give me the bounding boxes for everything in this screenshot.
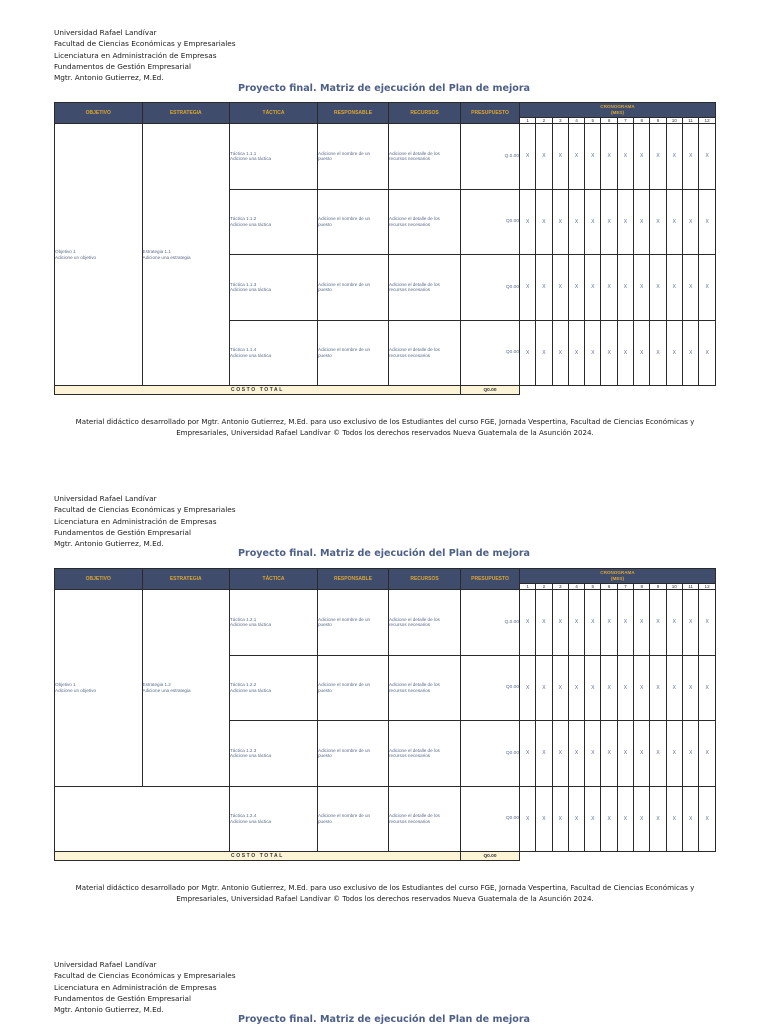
presupuesto-cell: Q.0.00 — [461, 124, 520, 190]
schedule-mark: X — [682, 124, 698, 190]
schedule-mark: X — [699, 655, 716, 721]
recursos-cell — [389, 320, 461, 386]
month-header: 6 — [601, 117, 617, 123]
schedule-mark: X — [520, 189, 536, 255]
month-header: 8 — [634, 117, 650, 123]
schedule-mark: X — [699, 124, 716, 190]
recursos-placeholder: Adicione el detalle de los — [389, 150, 440, 156]
recursos-cell — [389, 189, 461, 255]
tactica-title: Táctica 1.2.2 — [230, 682, 257, 688]
total-cost-label: COSTO TOTAL — [55, 852, 461, 861]
month-header: 9 — [650, 117, 666, 123]
schedule-mark: X — [601, 786, 617, 852]
month-header: 9 — [650, 583, 666, 589]
schedule-mark: X — [666, 786, 682, 852]
tactica-title: Táctica 1.1.3 — [230, 281, 257, 287]
schedule-mark: X — [585, 786, 601, 852]
faculty-name: Facultad de Ciencias Económicas y Empresariales — [54, 505, 236, 515]
faculty-name: Facultad de Ciencias Económicas y Empresariales — [54, 39, 236, 49]
empty-cell — [520, 852, 716, 861]
col-header-objetivo: OBJETIVO — [55, 103, 143, 124]
schedule-mark: X — [634, 655, 650, 721]
estrategia-cell — [142, 124, 230, 386]
recursos-cell — [389, 786, 461, 852]
month-header: 10 — [666, 583, 682, 589]
instructor-name: Mgtr. Antonio Gutierrez, M.Ed. — [54, 73, 164, 83]
recursos-placeholder: Adicione el detalle de los — [389, 813, 440, 819]
responsable-cell — [318, 721, 389, 787]
cronograma-label: CRONOGRAMA — [600, 104, 635, 110]
schedule-mark: X — [536, 320, 552, 386]
schedule-mark: X — [536, 721, 552, 787]
month-header: 5 — [585, 117, 601, 123]
faculty-name: Facultad de Ciencias Económicas y Empresariales — [54, 971, 236, 981]
estrategia-placeholder: Adicione una estrategia — [142, 254, 191, 260]
schedule-mark: X — [520, 124, 536, 190]
schedule-mark: X — [666, 189, 682, 255]
col-header-cronograma — [520, 103, 716, 118]
schedule-mark: X — [682, 255, 698, 321]
schedule-mark: X — [682, 320, 698, 386]
course-name: Fundamentos de Gestión Empresarial — [54, 527, 191, 537]
schedule-mark: X — [634, 786, 650, 852]
schedule-mark: X — [536, 590, 552, 656]
schedule-mark: X — [601, 124, 617, 190]
mes-label: (MES) — [610, 109, 624, 115]
tactica-title: Táctica 1.2.3 — [230, 747, 257, 753]
month-header: 3 — [552, 583, 568, 589]
objetivo-cell — [55, 590, 143, 787]
schedule-mark: X — [682, 189, 698, 255]
presupuesto-cell: Q0.00 — [461, 721, 520, 787]
month-header: 2 — [536, 117, 552, 123]
month-header: 6 — [601, 583, 617, 589]
schedule-mark: X — [601, 255, 617, 321]
responsable-placeholder: Adicione el nombre de un — [318, 747, 371, 753]
schedule-mark: X — [568, 590, 584, 656]
schedule-mark: X — [634, 189, 650, 255]
month-header: 12 — [699, 117, 716, 123]
schedule-mark: X — [650, 721, 666, 787]
empty-cell — [520, 386, 716, 395]
schedule-mark: X — [568, 255, 584, 321]
tactica-placeholder: Adicione una táctica — [230, 622, 272, 628]
month-header: 10 — [666, 117, 682, 123]
tactica-cell — [230, 255, 318, 321]
tactica-placeholder: Adicione una táctica — [230, 687, 272, 693]
responsable-cell — [318, 320, 389, 386]
schedule-mark: X — [650, 655, 666, 721]
schedule-mark: X — [666, 255, 682, 321]
institution-header — [54, 493, 236, 549]
schedule-mark: X — [536, 655, 552, 721]
responsable-placeholder-2: puesto — [318, 287, 332, 293]
tactica-title: Táctica 1.1.4 — [230, 347, 257, 353]
tactica-placeholder: Adicione una táctica — [230, 753, 272, 759]
recursos-placeholder: Adicione el detalle de los — [389, 347, 440, 353]
schedule-mark: X — [552, 255, 568, 321]
copyright-footer: Material didáctico desarrollado por Mgtr. Antonio Gutierrez, M.Ed. para uso exclusivo de los Estudiantes del curso FGE, Jornada Vespertina, Facultad de Ciencias Económicas y Empresariales, Universidad Rafael Landívar © Todos los derechos reservados Nueva Guatemala de la Asunción 2024. — [75, 883, 695, 903]
execution-matrix-table — [54, 568, 716, 861]
presupuesto-cell: Q0.00 — [461, 786, 520, 852]
responsable-placeholder-2: puesto — [318, 622, 332, 628]
university-name: Universidad Rafael Landívar — [54, 960, 157, 969]
course-name: Fundamentos de Gestión Empresarial — [54, 61, 191, 71]
cronograma-label: CRONOGRAMA — [600, 570, 635, 576]
schedule-mark: X — [650, 320, 666, 386]
schedule-mark: X — [585, 189, 601, 255]
recursos-cell — [389, 721, 461, 787]
copyright-footer: Material didáctico desarrollado por Mgtr. Antonio Gutierrez, M.Ed. para uso exclusivo de los Estudiantes del curso FGE, Jornada Vespertina, Facultad de Ciencias Económicas y Empresariales, Universidad Rafael Landívar © Todos los derechos reservados Nueva Guatemala de la Asunción 2024. — [75, 417, 695, 437]
responsable-placeholder-2: puesto — [318, 687, 332, 693]
schedule-mark: X — [650, 786, 666, 852]
schedule-mark: X — [601, 189, 617, 255]
tactica-cell — [230, 124, 318, 190]
tactica-title: Táctica 1.2.4 — [230, 813, 257, 819]
schedule-mark: X — [617, 124, 633, 190]
recursos-placeholder-2: recursos necesarios — [389, 156, 431, 162]
recursos-placeholder-2: recursos necesarios — [389, 818, 431, 824]
col-header-responsable: RESPONSABLE — [318, 569, 389, 590]
schedule-mark: X — [634, 590, 650, 656]
tactica-cell — [230, 320, 318, 386]
schedule-mark: X — [552, 786, 568, 852]
schedule-mark: X — [568, 124, 584, 190]
schedule-mark: X — [666, 124, 682, 190]
schedule-mark: X — [634, 124, 650, 190]
schedule-mark: X — [585, 124, 601, 190]
schedule-mark: X — [520, 590, 536, 656]
schedule-mark: X — [552, 189, 568, 255]
execution-matrix-table — [54, 102, 716, 395]
schedule-mark: X — [617, 590, 633, 656]
objetivo-placeholder: Adicione un objetivo — [55, 687, 97, 693]
responsable-placeholder-2: puesto — [318, 156, 332, 162]
month-header: 8 — [634, 583, 650, 589]
month-header: 1 — [520, 583, 536, 589]
month-header: 12 — [699, 583, 716, 589]
recursos-cell — [389, 255, 461, 321]
estrategia-cell — [142, 590, 230, 787]
responsable-placeholder: Adicione el nombre de un — [318, 150, 371, 156]
col-header-presupuesto: PRESUPUESTO — [461, 569, 520, 590]
responsable-placeholder: Adicione el nombre de un — [318, 347, 371, 353]
tactica-placeholder: Adicione una táctica — [230, 221, 272, 227]
total-cost-value: Q0.00 — [461, 386, 520, 395]
instructor-name: Mgtr. Antonio Gutierrez, M.Ed. — [54, 539, 164, 549]
schedule-mark: X — [682, 590, 698, 656]
responsable-cell — [318, 124, 389, 190]
schedule-mark: X — [568, 189, 584, 255]
university-name: Universidad Rafael Landívar — [54, 494, 157, 503]
schedule-mark: X — [552, 590, 568, 656]
presupuesto-cell: Q0.00 — [461, 255, 520, 321]
recursos-placeholder-2: recursos necesarios — [389, 622, 431, 628]
schedule-mark: X — [634, 320, 650, 386]
col-header-responsable: RESPONSABLE — [318, 103, 389, 124]
schedule-mark: X — [634, 721, 650, 787]
col-header-recursos: RECURSOS — [389, 103, 461, 124]
document-title: Proyecto final. Matriz de ejecución del Plan de mejora — [237, 1014, 531, 1024]
schedule-mark: X — [617, 189, 633, 255]
tactica-cell — [230, 786, 318, 852]
schedule-mark: X — [536, 189, 552, 255]
schedule-mark: X — [699, 786, 716, 852]
tactica-placeholder: Adicione una táctica — [230, 818, 272, 824]
schedule-mark: X — [666, 655, 682, 721]
col-header-presupuesto: PRESUPUESTO — [461, 103, 520, 124]
schedule-mark: X — [552, 721, 568, 787]
recursos-placeholder: Adicione el detalle de los — [389, 682, 440, 688]
objetivo-title: Objetivo 1 — [55, 248, 76, 254]
document-title: Proyecto final. Matriz de ejecución del Plan de mejora — [237, 83, 531, 94]
schedule-mark: X — [617, 786, 633, 852]
schedule-mark: X — [666, 590, 682, 656]
course-name: Fundamentos de Gestión Empresarial — [54, 993, 191, 1003]
schedule-mark: X — [699, 320, 716, 386]
schedule-mark: X — [568, 320, 584, 386]
estrategia-placeholder: Adicione una estrategia — [142, 687, 191, 693]
tactica-cell — [230, 721, 318, 787]
presupuesto-cell: Q0.00 — [461, 189, 520, 255]
schedule-mark: X — [536, 255, 552, 321]
mes-label: (MES) — [610, 575, 624, 581]
col-header-cronograma — [520, 569, 716, 584]
schedule-mark: X — [520, 786, 536, 852]
responsable-placeholder: Adicione el nombre de un — [318, 813, 371, 819]
schedule-mark: X — [520, 721, 536, 787]
total-cost-label: COSTO TOTAL — [55, 386, 461, 395]
schedule-mark: X — [682, 786, 698, 852]
tactica-placeholder: Adicione una táctica — [230, 352, 272, 358]
tactica-title: Táctica 1.1.2 — [230, 216, 257, 222]
schedule-mark: X — [666, 721, 682, 787]
responsable-cell — [318, 786, 389, 852]
recursos-placeholder-2: recursos necesarios — [389, 352, 431, 358]
objetivo-placeholder: Adicione un objetivo — [55, 254, 97, 260]
schedule-mark: X — [568, 721, 584, 787]
col-header-objetivo: OBJETIVO — [55, 569, 143, 590]
tactica-title: Táctica 1.1.1 — [230, 150, 257, 156]
month-header: 11 — [682, 117, 698, 123]
responsable-cell — [318, 655, 389, 721]
schedule-mark: X — [634, 255, 650, 321]
schedule-mark: X — [617, 721, 633, 787]
presupuesto-cell: Q0.00 — [461, 320, 520, 386]
presupuesto-cell: Q0.00 — [461, 655, 520, 721]
program-name: Licenciatura en Administración de Empresas — [54, 50, 217, 60]
month-header: 7 — [617, 583, 633, 589]
objetivo-cell — [55, 124, 143, 386]
schedule-mark: X — [617, 655, 633, 721]
schedule-mark: X — [650, 590, 666, 656]
schedule-mark: X — [585, 721, 601, 787]
schedule-mark: X — [585, 590, 601, 656]
responsable-placeholder-2: puesto — [318, 221, 332, 227]
document-title: Proyecto final. Matriz de ejecución del Plan de mejora — [237, 548, 531, 559]
schedule-mark: X — [617, 255, 633, 321]
schedule-mark: X — [552, 124, 568, 190]
responsable-placeholder: Adicione el nombre de un — [318, 682, 371, 688]
responsable-placeholder: Adicione el nombre de un — [318, 216, 371, 222]
recursos-placeholder: Adicione el detalle de los — [389, 216, 440, 222]
responsable-placeholder: Adicione el nombre de un — [318, 281, 371, 287]
responsable-cell — [318, 255, 389, 321]
schedule-mark: X — [520, 320, 536, 386]
recursos-cell — [389, 655, 461, 721]
university-name: Universidad Rafael Landívar — [54, 28, 157, 37]
responsable-placeholder-2: puesto — [318, 352, 332, 358]
schedule-mark: X — [536, 786, 552, 852]
schedule-mark: X — [585, 255, 601, 321]
schedule-mark: X — [520, 655, 536, 721]
schedule-mark: X — [699, 590, 716, 656]
month-header: 7 — [617, 117, 633, 123]
schedule-mark: X — [552, 320, 568, 386]
tactica-cell — [230, 590, 318, 656]
presupuesto-cell: Q.0.00 — [461, 590, 520, 656]
schedule-mark: X — [536, 124, 552, 190]
schedule-mark: X — [601, 655, 617, 721]
empty-cell — [55, 786, 230, 852]
col-header-tactica: TÁCTICA — [230, 103, 318, 124]
schedule-mark: X — [568, 655, 584, 721]
responsable-placeholder: Adicione el nombre de un — [318, 616, 371, 622]
responsable-placeholder-2: puesto — [318, 818, 332, 824]
recursos-placeholder: Adicione el detalle de los — [389, 616, 440, 622]
institution-header — [54, 959, 236, 1015]
schedule-mark: X — [682, 655, 698, 721]
schedule-mark: X — [699, 189, 716, 255]
col-header-estrategia: ESTRATEGIA — [142, 569, 230, 590]
col-header-recursos: RECURSOS — [389, 569, 461, 590]
schedule-mark: X — [601, 590, 617, 656]
tactica-placeholder: Adicione una táctica — [230, 287, 272, 293]
institution-header — [54, 27, 236, 83]
recursos-placeholder: Adicione el detalle de los — [389, 281, 440, 287]
tactica-cell — [230, 655, 318, 721]
schedule-mark: X — [601, 721, 617, 787]
schedule-mark: X — [568, 786, 584, 852]
recursos-placeholder: Adicione el detalle de los — [389, 747, 440, 753]
schedule-mark: X — [650, 255, 666, 321]
recursos-placeholder-2: recursos necesarios — [389, 687, 431, 693]
tactica-title: Táctica 1.2.1 — [230, 616, 257, 622]
responsable-cell — [318, 590, 389, 656]
month-header: 2 — [536, 583, 552, 589]
schedule-mark: X — [552, 655, 568, 721]
responsable-placeholder-2: puesto — [318, 753, 332, 759]
month-header: 1 — [520, 117, 536, 123]
program-name: Licenciatura en Administración de Empresas — [54, 516, 217, 526]
month-header: 4 — [568, 117, 584, 123]
recursos-cell — [389, 124, 461, 190]
total-cost-value: Q0.00 — [461, 852, 520, 861]
tactica-placeholder: Adicione una táctica — [230, 156, 272, 162]
month-header: 3 — [552, 117, 568, 123]
month-header: 4 — [568, 583, 584, 589]
schedule-mark: X — [617, 320, 633, 386]
schedule-mark: X — [650, 124, 666, 190]
estrategia-title: Estrategia 1.2 — [142, 682, 171, 688]
schedule-mark: X — [666, 320, 682, 386]
schedule-mark: X — [682, 721, 698, 787]
program-name: Licenciatura en Administración de Empresas — [54, 982, 217, 992]
estrategia-title: Estrategia 1.1 — [142, 248, 171, 254]
month-header: 5 — [585, 583, 601, 589]
schedule-mark: X — [585, 655, 601, 721]
tactica-cell — [230, 189, 318, 255]
recursos-cell — [389, 590, 461, 656]
responsable-cell — [318, 189, 389, 255]
schedule-mark: X — [699, 255, 716, 321]
schedule-mark: X — [601, 320, 617, 386]
month-header: 11 — [682, 583, 698, 589]
schedule-mark: X — [650, 189, 666, 255]
col-header-tactica: TÁCTICA — [230, 569, 318, 590]
schedule-mark: X — [520, 255, 536, 321]
col-header-estrategia: ESTRATEGIA — [142, 103, 230, 124]
schedule-mark: X — [585, 320, 601, 386]
recursos-placeholder-2: recursos necesarios — [389, 287, 431, 293]
instructor-name: Mgtr. Antonio Gutierrez, M.Ed. — [54, 1005, 164, 1015]
recursos-placeholder-2: recursos necesarios — [389, 753, 431, 759]
recursos-placeholder-2: recursos necesarios — [389, 221, 431, 227]
schedule-mark: X — [699, 721, 716, 787]
objetivo-title: Objetivo 1 — [55, 682, 76, 688]
